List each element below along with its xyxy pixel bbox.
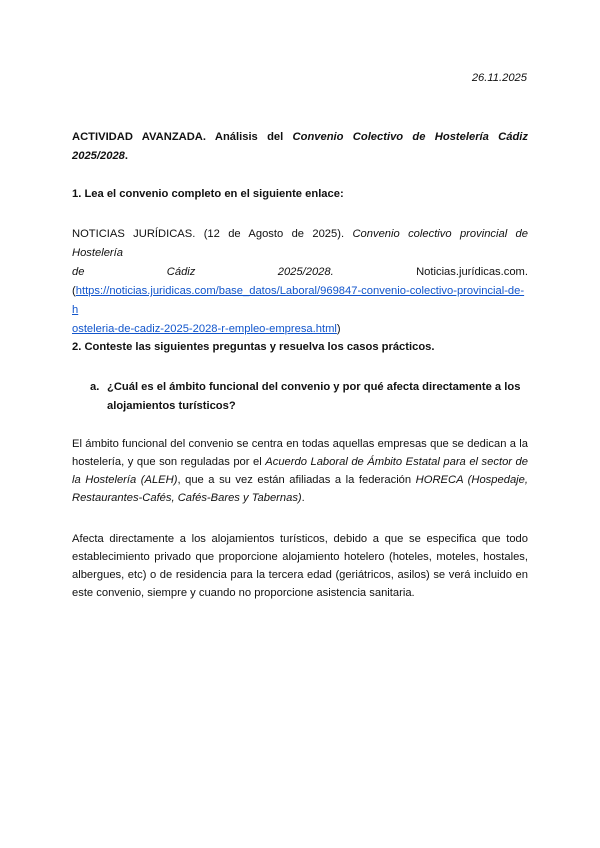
reference-line-1 — [72, 225, 528, 263]
document-date: 26.11.2025 — [471, 72, 527, 84]
answer-p1-end: . — [301, 492, 305, 504]
question-a-marker: a. — [90, 381, 100, 393]
question-a — [90, 378, 530, 416]
title-italic: Convenio Colectivo de Hostelería Cádiz 2025/2028 — [72, 131, 529, 162]
answer-p1-text-2: , que a su vez están afiliadas a la federación — [177, 474, 416, 486]
reference-line-2 — [72, 263, 528, 282]
reference-title-a: Convenio colectivo provincial de Hostelería — [72, 228, 529, 259]
reference-line-4 — [72, 320, 528, 339]
answer-paragraph-2: Afecta directamente a los alojamientos turísticos, debido a que se especifica que todo establecimiento privado que proporcione alojamiento hotelero (hoteles, moteles, hostales, albergues, etc) o de residencia para la tercera edad (geriátricos, asilos) se verá incluido en este convenio, siempre y cuando no proporcione asistencia sanitaria. — [72, 533, 528, 599]
reference-line-3 — [72, 282, 528, 320]
reference-close-paren: ) — [336, 323, 341, 335]
section-2-heading: 2. Conteste las siguientes preguntas y resuelva los casos prácticos. — [72, 341, 435, 353]
reference-citation — [72, 225, 528, 339]
answer-paragraph-1 — [72, 435, 528, 507]
activity-title — [72, 128, 528, 166]
section-1-heading: 1. Lea el convenio completo en el siguiente enlace: — [72, 188, 344, 200]
reference-link-continued[interactable]: osteleria-de-cadiz-2025-2028-r-empleo-empresa.html — [72, 323, 337, 335]
reference-site: Noticias.jurídicas.com. — [333, 266, 528, 278]
reference-link[interactable]: https://noticias.juridicas.com/base_datos/Laboral/969847-convenio-colectivo-provincial-de-h — [72, 285, 525, 316]
title-bold: ACTIVIDAD AVANZADA. Análisis del — [72, 131, 293, 143]
title-end: . — [124, 150, 128, 162]
reference-author: NOTICIAS JURÍDICAS. (12 de Agosto de 2025). — [72, 228, 353, 240]
answer-p1-text-1: El ámbito funcional del convenio se centra en todas aquellas empresas que se dedican a la hostelería, y que son reguladas por el — [72, 438, 528, 468]
question-a-text: ¿Cuál es el ámbito funcional del convenio y por qué afecta directamente a los alojamientos turísticos? — [107, 381, 521, 412]
reference-open-paren: ( — [72, 285, 76, 297]
answer-p1-horeca: HORECA (Hospedaje, Restaurantes-Cafés, Cafés-Bares y Tabernas) — [72, 474, 528, 504]
answer-p1-aleh: Acuerdo Laboral de Ámbito Estatal para el sector de la Hostelería (ALEH) — [72, 456, 528, 486]
reference-title-b: de Cádiz 2025/2028. — [72, 266, 334, 278]
